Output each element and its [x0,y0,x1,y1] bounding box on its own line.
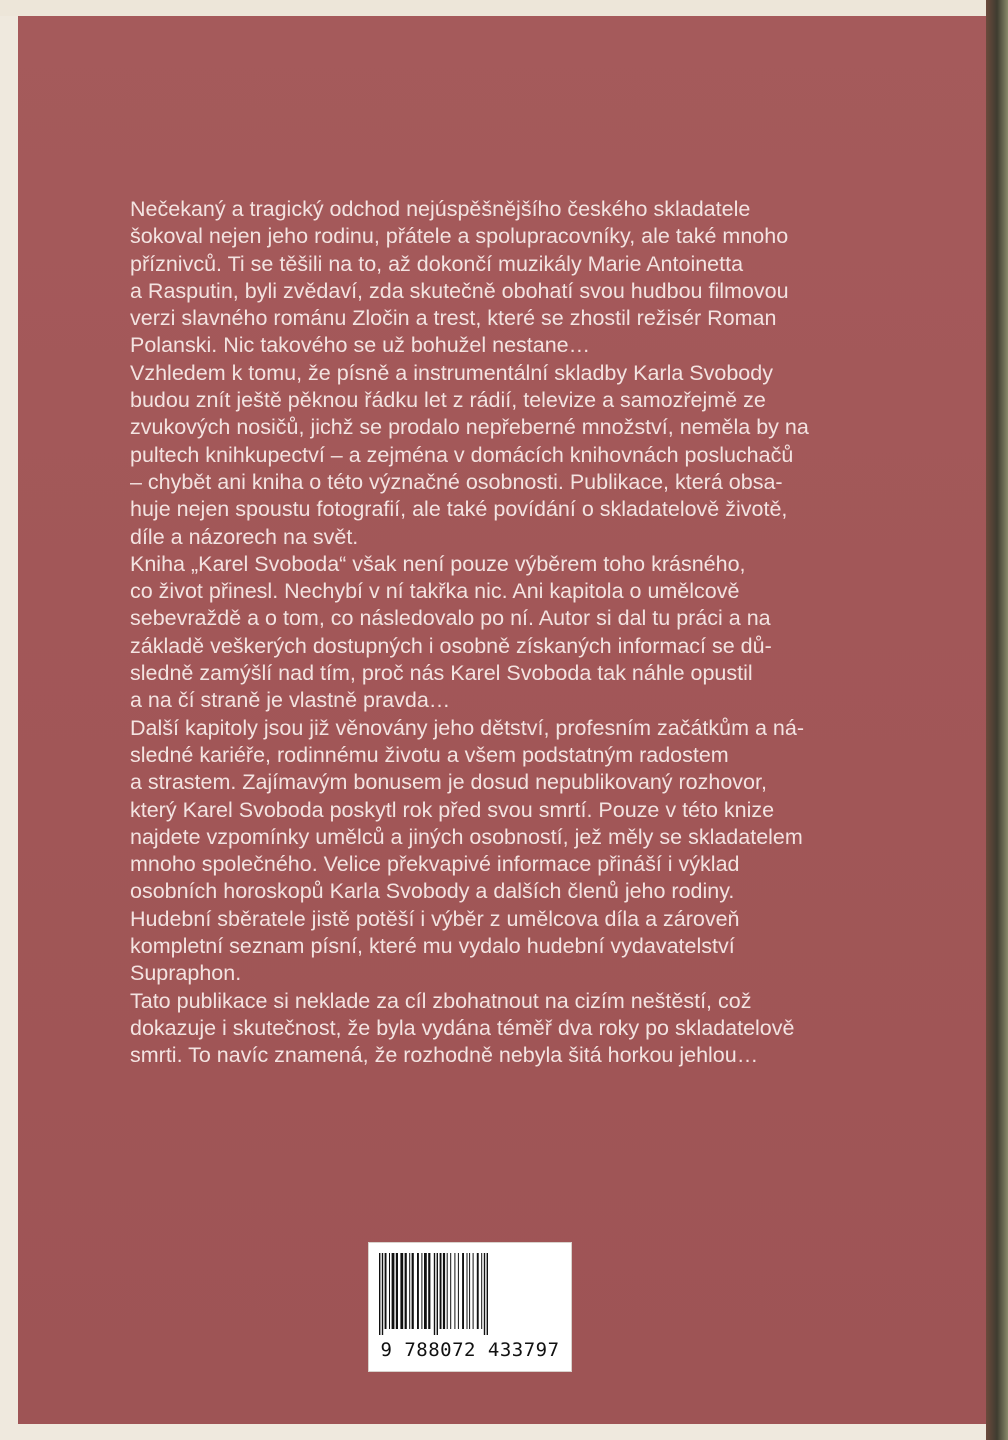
barcode-bar [400,1253,403,1329]
isbn-barcode [368,1242,572,1372]
blurb-paragraph-4: Další kapitoly jsou již věnovány jeho dětství, profesním začátkům a ná- sledné kariéře, rodinnému životu a všem podstatným radostem a strastem. Zajímavým bonusem je dosud nepublikovaný rozhovor, který Karel Svoboda poskytl rok před svou smrtí. Pouze v této knize najdete vzpomínky umělců a jiných osobností, jež měly se skladatelem mnoho společného. Velice překvapivé informace přináší i výklad osobních horoskopů Karla Svobody a dalších členů jeho rodiny. Hudební sběratele jistě potěší i výběr z umělcova díla a zároveň kompletní seznam písní, které mu vydalo hudební vydavatelství Supraphon. [130,715,804,986]
barcode-bar [421,1253,422,1329]
barcode-bar [379,1253,380,1335]
barcode-bar [409,1253,410,1329]
barcode-bar [405,1253,407,1329]
barcode-bar [385,1253,387,1329]
barcode-bar [469,1253,470,1329]
blurb-paragraph-3: Kniha „Karel Svoboda“ však není pouze výběrem toho krásného, co život přinesl. Nechybí v ní takřka nic. Ani kapitola o umělcově sebevraždě a o tom, co následovalo po ní. Autor si dal tu práci a na základě veškerých dostupných i osobně získaných informací se dů- sledně zamýšlí nad tím, proč nás Karel Svoboda tak náhle opustil a na čí straně je vlastně pravda… [130,551,772,713]
barcode-bar [389,1253,390,1329]
book-spine-edge [986,0,1008,1440]
barcode-bar [428,1253,430,1329]
barcode-bar [481,1253,482,1329]
barcode-bar [450,1253,451,1329]
barcode-bars [377,1253,563,1335]
barcode-bar [437,1253,438,1335]
barcode-bar [424,1253,427,1329]
barcode-bar [458,1253,459,1329]
barcode-bar [473,1253,474,1329]
scan-margin-top [0,0,1008,16]
barcode-bar [434,1253,435,1335]
barcode-bar [454,1253,455,1329]
barcode-number: 9 788072 433797 [380,1339,560,1361]
barcode-bar [417,1253,419,1329]
barcode-bar [440,1253,442,1329]
blurb-paragraph-5: Tato publikace si neklade za cíl zbohatnout na cizím neštěstí, což dokazuje i skutečnost, že byla vydána téměř dva roky po skladatelově smrti. To navíc znamená, že rozhodně nebyla šitá horkou jehlou… [130,988,795,1068]
barcode-bar [447,1253,448,1329]
barcode-bar [467,1253,468,1329]
barcode-bar [396,1253,398,1329]
barcode-bar [487,1253,488,1335]
barcode-bar [477,1253,479,1329]
blurb-text [130,196,830,1070]
barcode-bar [484,1253,485,1335]
blurb-paragraph-2: Vzhledem k tomu, že písně a instrumentální skladby Karla Svobody budou znít ještě pěknou řádku let z rádií, televize a samozřejmě ze zvukových nosičů, jichž se prodalo nepřeberné množství, neměla by na pultech knihkupectví – a zejména v domácích knihovnách posluchačů – chybět ani kniha o této význačné osobnosti. Publikace, která obsa- huje nejen spoustu fotografií, ale také povídání o skladatelově životě, díle a názorech na svět. [130,360,809,549]
barcode-bar [382,1253,383,1335]
barcode-bar [412,1253,414,1329]
barcode-bar [462,1253,464,1329]
barcode-bar [392,1253,395,1329]
barcode-bar [443,1253,445,1329]
blurb-paragraph-1: Nečekaný a tragický odchod nejúspěšnějšího českého skladatele šokoval nejen jeho rodinu, přátele a spolupracovníky, ale také mnoho příznivců. Ti se těšili na to, až dokončí muzikály Marie Antoinetta a Rasputin, byli zvědaví, zda skutečně obohatí svou hudbou filmovou verzi slavného románu Zločin a trest, které se zhostil režisér Roman Polanski. Nic takového se už bohužel nestane… [130,197,789,358]
